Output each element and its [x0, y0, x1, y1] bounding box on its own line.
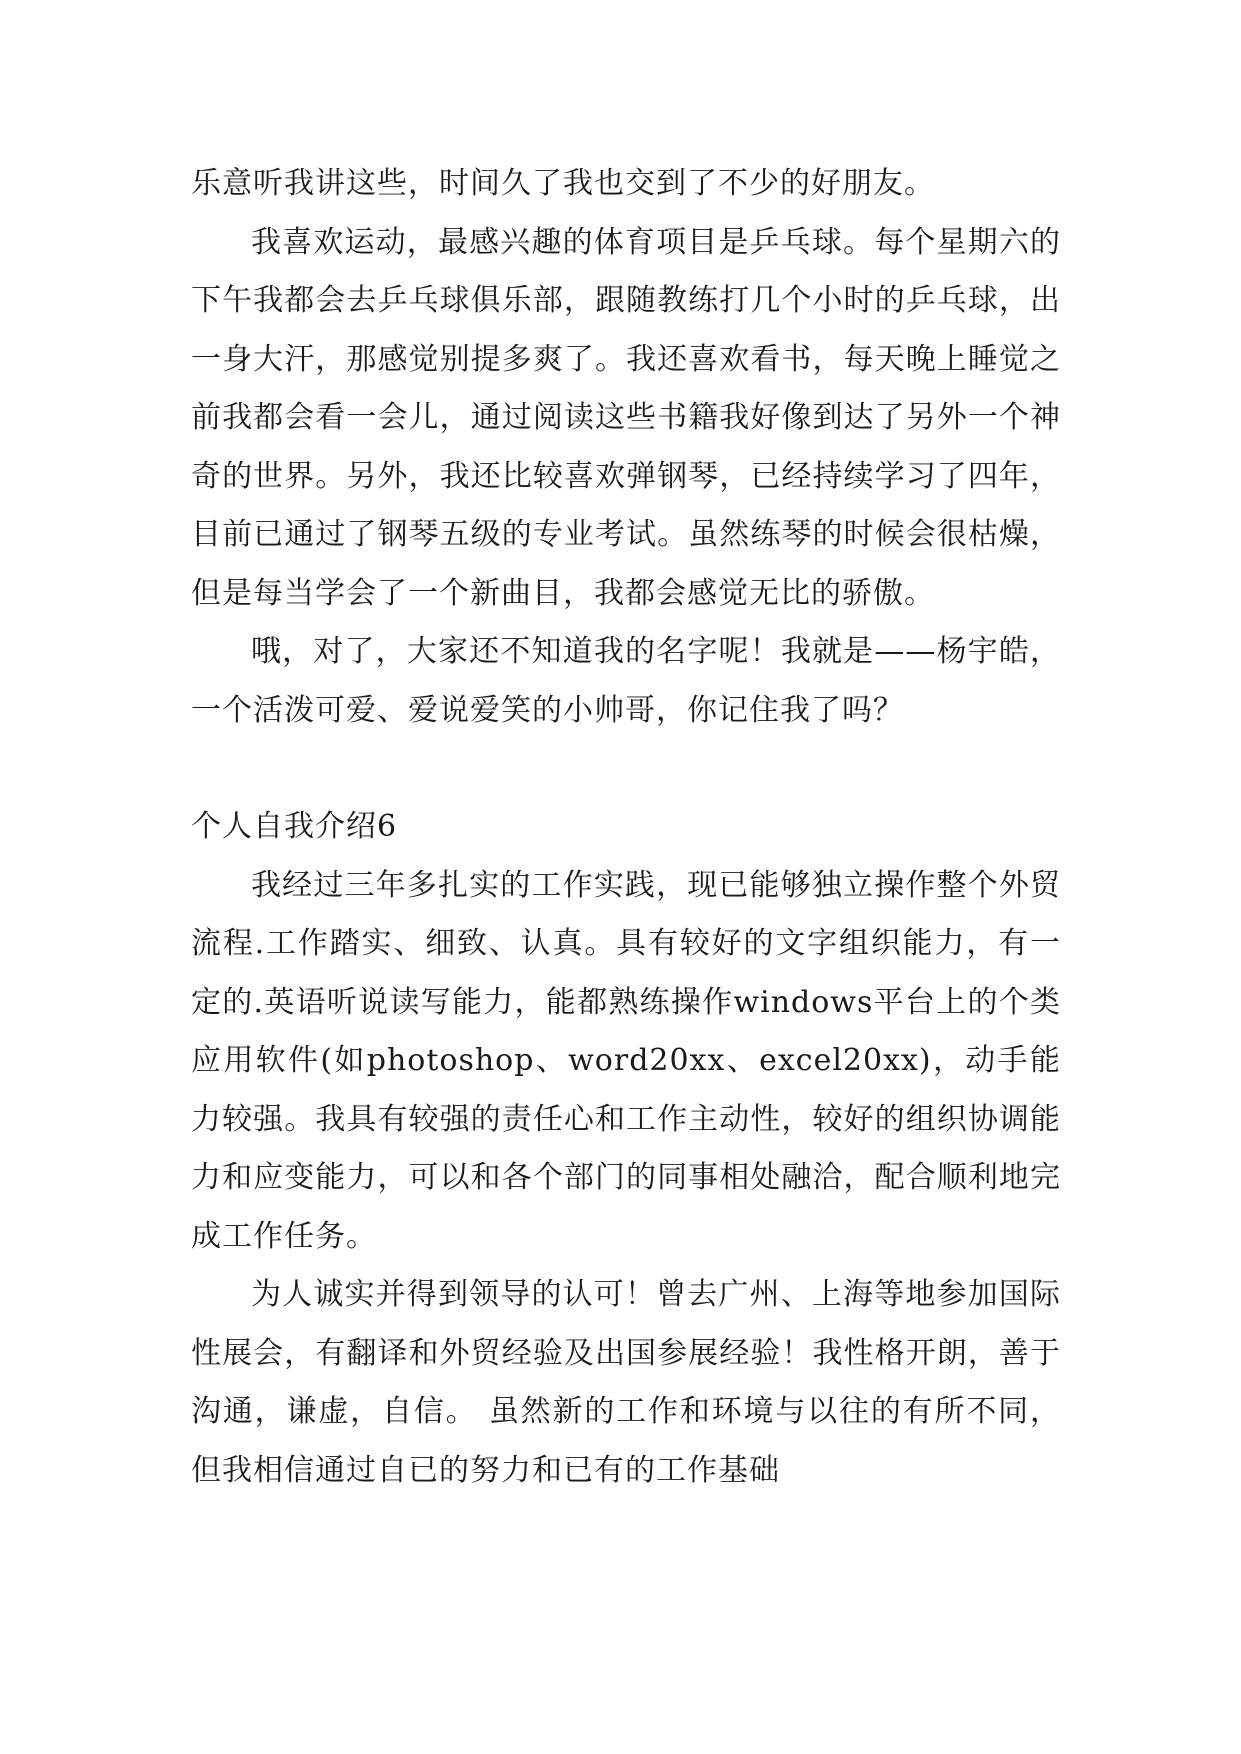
paragraph-1: 乐意听我讲这些，时间久了我也交到了不少的好朋友。	[191, 166, 935, 201]
section-paragraph-2: 为人诚实并得到领导的认可！曾去广州、上海等地参加国际性展会，有翻译和外贸经验及出国参展经验！我性格开朗，善于沟通，谦虚，自信。 虽然新的工作和环境与以往的有所不同，但我相信通过自已的努力和已有的工作基础	[191, 1277, 1061, 1488]
document-page	[191, 155, 1061, 1500]
section-paragraph-1: 我经过三年多扎实的工作实践，现已能够独立操作整个外贸流程.工作踏实、细致、认真。具有较好的文字组织能力，有一定的.英语听说读写能力，能都熟练操作windows平台上的个类应用软件(如photoshop、word20xx、excel20xx)，动手能力较强。我具有较强的责任心和工作主动性，较好的组织协调能力和应变能力，可以和各个部门的同事相处融洽，配合顺利地完成工作任务。	[191, 867, 1061, 1254]
paragraph-3: 哦，对了，大家还不知道我的名字呢！我就是——杨宇皓，一个活泼可爱、爱说爱笑的小帅哥，你记住我了吗？	[191, 634, 1061, 728]
paragraph-2: 我喜欢运动，最感兴趣的体育项目是乒乓球。每个星期六的下午我都会去乒乓球俱乐部，跟随教练打几个小时的乒乓球，出一身大汗，那感觉别提多爽了。我还喜欢看书，每天晚上睡觉之前我都会看一会儿，通过阅读这些书籍我好像到达了另外一个神奇的世界。另外，我还比较喜欢弹钢琴，已经持续学习了四年，目前已通过了钢琴五级的专业考试。虽然练琴的时候会很枯燥，但是每当学会了一个新曲目，我都会感觉无比的骄傲。	[191, 224, 1061, 611]
section-title: 个人自我介绍6	[191, 809, 398, 844]
